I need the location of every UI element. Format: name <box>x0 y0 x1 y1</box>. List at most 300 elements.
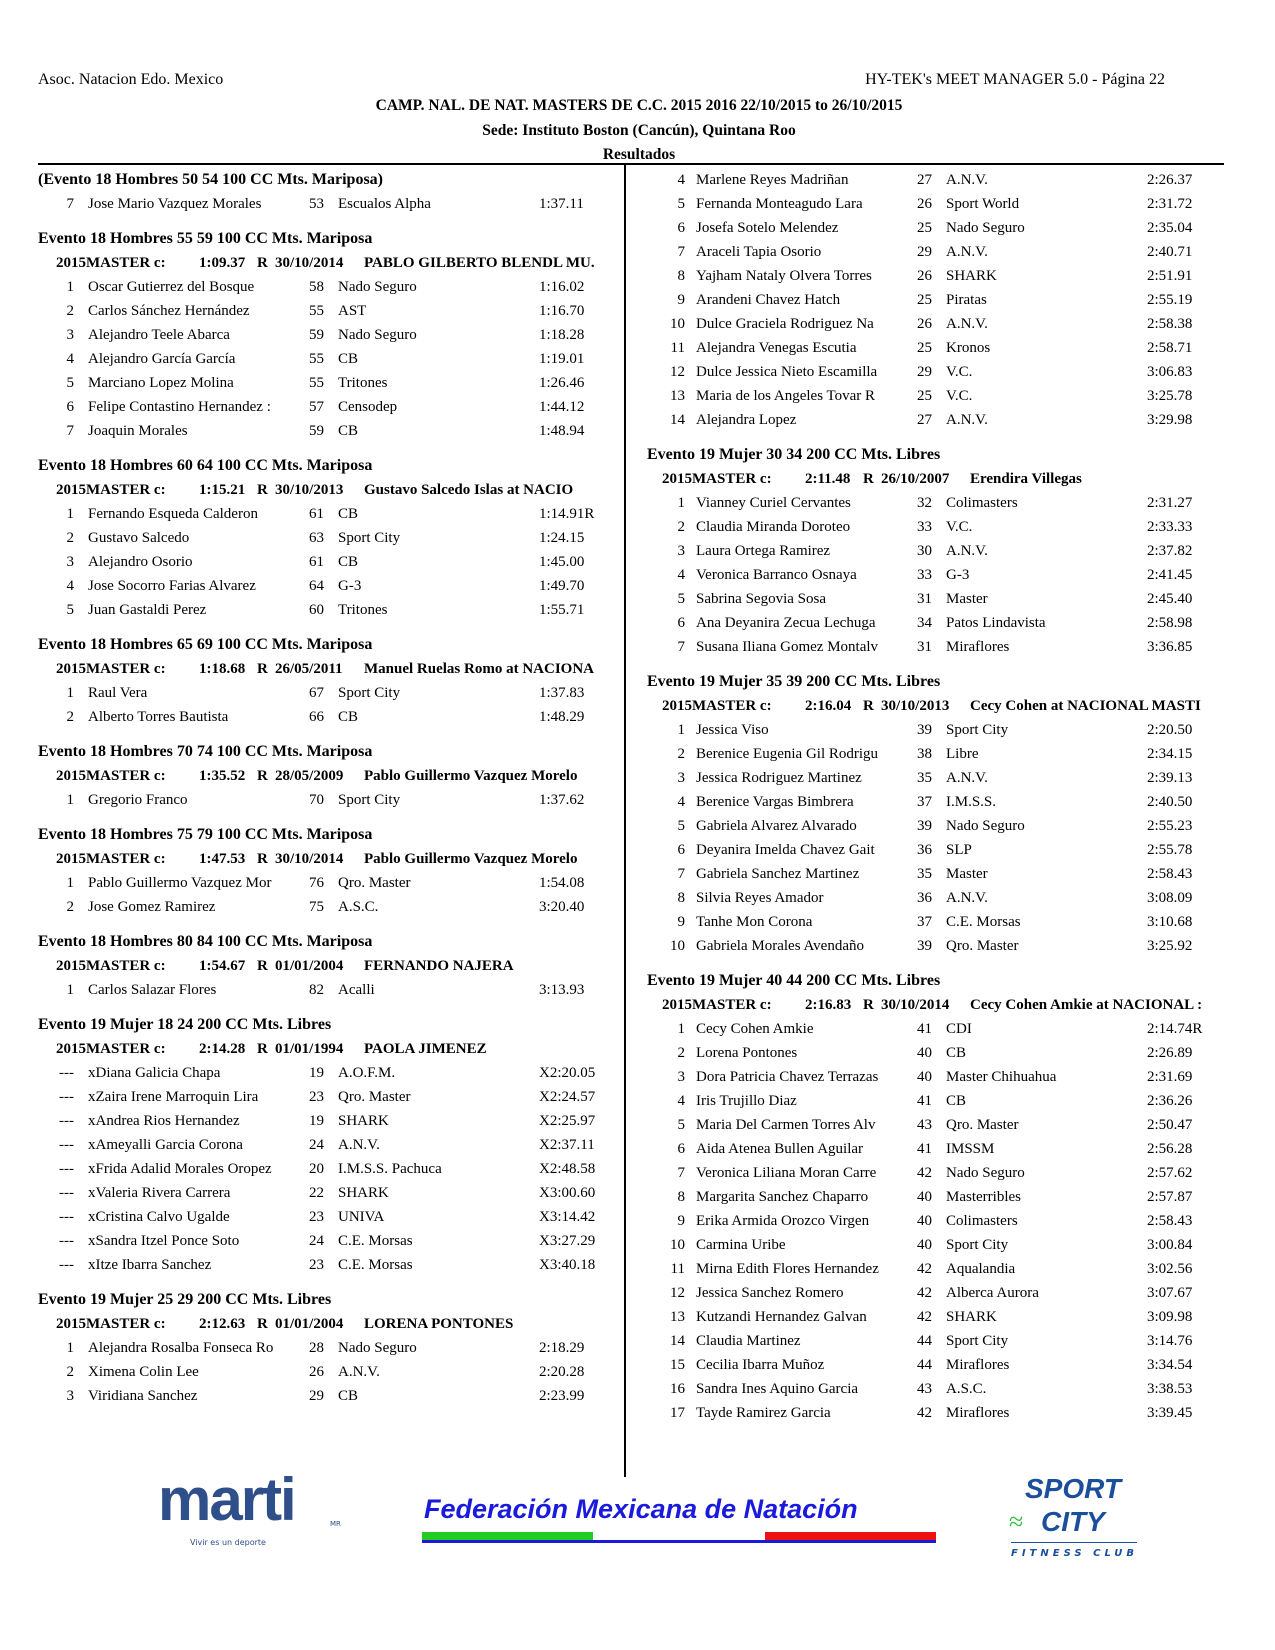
place: 8 <box>677 1189 685 1205</box>
team: A.S.C. <box>946 1381 987 1397</box>
right-column <box>647 168 1225 1436</box>
age: 44 <box>917 1357 932 1373</box>
age: 33 <box>917 567 932 583</box>
team: Qro. Master <box>338 1089 411 1105</box>
time: 1:18.28 <box>539 327 585 343</box>
time: 3:20.40 <box>539 899 585 915</box>
record-holder: PABLO GILBERTO BLENDL MU. <box>364 255 595 271</box>
swimmer-name: xValeria Rivera Carrera <box>88 1185 231 1201</box>
time: X2:25.97 <box>539 1113 596 1129</box>
time: 2:58.43 <box>1147 1213 1193 1229</box>
team: Acalli <box>338 982 375 998</box>
team: Qro. Master <box>946 1117 1019 1133</box>
swimmer-name: xDiana Galicia Chapa <box>88 1065 221 1081</box>
time: 3:39.45 <box>1147 1405 1193 1421</box>
place: 4 <box>677 567 685 583</box>
team: Tritones <box>338 602 388 618</box>
place: 5 <box>677 591 685 607</box>
age: 43 <box>917 1117 932 1133</box>
age: 30 <box>917 543 932 559</box>
age: 40 <box>917 1213 932 1229</box>
record-flag: R <box>257 255 268 271</box>
record-label: 2015MASTER c: <box>56 661 166 677</box>
place: --- <box>59 1233 74 1249</box>
team: Sport City <box>946 1237 1009 1253</box>
team: A.N.V. <box>946 316 988 332</box>
swimmer-name: Berenice Vargas Bimbrera <box>696 794 854 810</box>
sportcity-line3: FITNESS CLUB <box>1011 1548 1139 1559</box>
place: 3 <box>677 1069 685 1085</box>
team: Kronos <box>946 340 991 356</box>
record-date: 30/10/2014 <box>881 997 950 1013</box>
time: 3:29.98 <box>1147 412 1193 428</box>
section-title: Resultados <box>602 146 676 163</box>
age: 42 <box>917 1405 932 1421</box>
place: 7 <box>677 1165 685 1181</box>
time: 2:14.74R <box>1147 1021 1203 1037</box>
result-row <box>647 312 1225 336</box>
place: 14 <box>670 412 685 428</box>
time: X2:37.11 <box>539 1137 595 1153</box>
team: C.E. Morsas <box>338 1233 413 1249</box>
result-row <box>38 788 620 812</box>
swimmer-name: xZaira Irene Marroquin Lira <box>88 1089 259 1105</box>
place: 1 <box>677 1021 685 1037</box>
time: 2:58.71 <box>1147 340 1193 356</box>
place: 1 <box>66 685 74 701</box>
team: Nado Seguro <box>338 1340 417 1356</box>
record-line <box>56 847 620 871</box>
result-row <box>647 408 1225 432</box>
event-block <box>38 633 620 729</box>
age: 42 <box>917 1309 932 1325</box>
record-time: 1:15.21 <box>199 482 246 498</box>
team: Sport World <box>946 196 1020 212</box>
age: 76 <box>309 875 324 891</box>
time: 3:25.92 <box>1147 938 1193 954</box>
team: SHARK <box>338 1113 389 1129</box>
place: 1 <box>66 279 74 295</box>
age: 26 <box>309 1364 324 1380</box>
place: 2 <box>677 519 685 535</box>
record-line <box>662 467 1225 491</box>
team: Nado Seguro <box>946 220 1025 236</box>
swimmer-name: Jessica Viso <box>696 722 769 738</box>
place: 4 <box>677 172 685 188</box>
time: 2:55.78 <box>1147 842 1193 858</box>
team: CB <box>338 1388 359 1404</box>
place: 10 <box>670 316 685 332</box>
team: A.N.V. <box>946 890 988 906</box>
result-row <box>38 347 620 371</box>
swimmer-name: Marciano Lopez Molina <box>88 375 234 391</box>
age: 37 <box>917 794 932 810</box>
place: 7 <box>66 196 74 212</box>
age: 25 <box>917 388 932 404</box>
record-line <box>56 954 620 978</box>
place: 7 <box>677 639 685 655</box>
result-row <box>38 871 620 895</box>
result-row <box>647 790 1225 814</box>
time: 1:37.11 <box>539 196 584 212</box>
place: 5 <box>66 602 74 618</box>
record-time: 1:18.68 <box>199 661 246 677</box>
event-block <box>647 168 1225 432</box>
swimmer-name: Veronica Liliana Moran Carre <box>696 1165 877 1181</box>
place: 8 <box>677 268 685 284</box>
result-row <box>647 862 1225 886</box>
time: 1:37.83 <box>539 685 585 701</box>
result-row <box>38 895 620 919</box>
swimmer-name: xAndrea Rios Hernandez <box>88 1113 240 1129</box>
place: 5 <box>677 196 685 212</box>
swimmer-name: Josefa Sotelo Melendez <box>696 220 839 236</box>
team: Sport City <box>338 530 401 546</box>
time: 3:08.09 <box>1147 890 1193 906</box>
team: A.N.V. <box>946 412 988 428</box>
record-holder: Erendira Villegas <box>970 471 1082 487</box>
record-label: 2015MASTER c: <box>56 768 166 784</box>
swimmer-name: Jose Socorro Farias Alvarez <box>88 578 256 594</box>
time: 2:18.29 <box>539 1340 585 1356</box>
place: 13 <box>670 1309 685 1325</box>
team: Escualos Alpha <box>338 196 431 212</box>
record-label: 2015MASTER c: <box>56 958 166 974</box>
record-flag: R <box>257 1041 268 1057</box>
event-block <box>647 443 1225 659</box>
time: 1:16.70 <box>539 303 585 319</box>
record-holder: Cecy Cohen Amkie at NACIONAL : <box>970 997 1203 1013</box>
team: Tritones <box>338 375 388 391</box>
age: 55 <box>309 351 324 367</box>
team: Qro. Master <box>338 875 411 891</box>
team: Alberca Aurora <box>946 1285 1039 1301</box>
place: 3 <box>66 327 74 343</box>
time: 1:55.71 <box>539 602 585 618</box>
result-row <box>647 360 1225 384</box>
record-time: 2:16.83 <box>805 997 852 1013</box>
swimmer-name: Gustavo Salcedo <box>88 530 190 546</box>
place: --- <box>59 1209 74 1225</box>
age: 66 <box>309 709 324 725</box>
team: UNIVA <box>338 1209 385 1225</box>
team: CB <box>338 423 359 439</box>
place: 4 <box>66 351 74 367</box>
team: A.N.V. <box>946 543 988 559</box>
team: Nado Seguro <box>338 327 417 343</box>
time: 1:44.12 <box>539 399 585 415</box>
result-row <box>647 587 1225 611</box>
age: 22 <box>309 1185 324 1201</box>
swimmer-name: Silvia Reyes Amador <box>696 890 824 906</box>
event-block <box>38 1013 620 1277</box>
age: 19 <box>309 1113 324 1129</box>
swimmer-name: xCristina Calvo Ugalde <box>88 1209 230 1225</box>
team: Sport City <box>946 1333 1009 1349</box>
age: 33 <box>917 519 932 535</box>
record-line <box>662 993 1225 1017</box>
result-row <box>38 526 620 550</box>
team: I.M.S.S. Pachuca <box>338 1161 442 1177</box>
event-block <box>647 670 1225 958</box>
place: --- <box>59 1161 74 1177</box>
event-heading: Evento 19 Mujer 18 24 200 CC Mts. Libres <box>38 1016 332 1033</box>
swimmer-name: Marlene Reyes Madriñan <box>696 172 849 188</box>
swimmer-name: Erika Armida Orozco Virgen <box>696 1213 870 1229</box>
swimmer-name: Veronica Barranco Osnaya <box>696 567 857 583</box>
result-row <box>38 1085 620 1109</box>
team: G-3 <box>338 578 362 594</box>
age: 25 <box>917 220 932 236</box>
left-column <box>38 168 620 1419</box>
event-block <box>38 930 620 1002</box>
age: 40 <box>917 1189 932 1205</box>
event-heading: (Evento 18 Hombres 50 54 100 CC Mts. Mariposa) <box>38 171 384 188</box>
record-date: 26/05/2011 <box>275 661 343 677</box>
result-row <box>647 1161 1225 1185</box>
time: 2:57.87 <box>1147 1189 1193 1205</box>
result-row <box>647 611 1225 635</box>
time: 2:36.26 <box>1147 1093 1193 1109</box>
time: 2:35.04 <box>1147 220 1193 236</box>
place: 9 <box>677 1213 685 1229</box>
team: Patos Lindavista <box>946 615 1046 631</box>
time: 3:34.54 <box>1147 1357 1193 1373</box>
place: --- <box>59 1185 74 1201</box>
software-page: HY-TEK's MEET MANAGER 5.0 - Página 22 <box>865 71 1165 88</box>
record-date: 30/10/2014 <box>275 851 344 867</box>
swimmer-name: Dulce Graciela Rodriguez Na <box>696 316 874 332</box>
age: 36 <box>917 842 932 858</box>
result-row <box>647 539 1225 563</box>
place: 2 <box>66 709 74 725</box>
record-label: 2015MASTER c: <box>56 482 166 498</box>
swimmer-name: Mirna Edith Flores Hernandez <box>696 1261 879 1277</box>
result-row <box>647 718 1225 742</box>
age: 53 <box>309 196 324 212</box>
swimmer-name: Alberto Torres Bautista <box>88 709 229 725</box>
team: Aqualandia <box>946 1261 1016 1277</box>
swimmer-name: Claudia Martinez <box>696 1333 801 1349</box>
place: 17 <box>670 1405 685 1421</box>
record-date: 30/10/2013 <box>275 482 344 498</box>
event-block <box>38 1288 620 1408</box>
place: 16 <box>670 1381 685 1397</box>
record-line <box>56 478 620 502</box>
record-flag: R <box>257 958 268 974</box>
age: 40 <box>917 1237 932 1253</box>
swimmer-name: Fernanda Monteagudo Lara <box>696 196 863 212</box>
time: 1:26.46 <box>539 375 585 391</box>
result-row <box>647 264 1225 288</box>
age: 61 <box>309 506 324 522</box>
team: Colimasters <box>946 1213 1018 1229</box>
age: 60 <box>309 602 324 618</box>
place: 1 <box>677 495 685 511</box>
team: Sport City <box>338 685 401 701</box>
age: 32 <box>917 495 932 511</box>
record-label: 2015MASTER c: <box>662 471 772 487</box>
team: Sport City <box>946 722 1009 738</box>
result-row <box>38 1133 620 1157</box>
place: 11 <box>670 340 685 356</box>
result-row <box>647 1401 1225 1425</box>
swimmer-name: Alejandra Venegas Escutia <box>696 340 857 356</box>
record-flag: R <box>257 768 268 784</box>
marti-logo-mark: MR <box>330 1520 341 1528</box>
time: 2:26.37 <box>1147 172 1193 188</box>
team: SLP <box>946 842 972 858</box>
age: 43 <box>917 1381 932 1397</box>
place: 6 <box>677 615 685 631</box>
place: --- <box>59 1113 74 1129</box>
age: 58 <box>309 279 324 295</box>
time: 3:13.93 <box>539 982 585 998</box>
place: 6 <box>677 1141 685 1157</box>
result-row <box>647 766 1225 790</box>
place: 2 <box>677 746 685 762</box>
result-row <box>647 216 1225 240</box>
record-time: 1:09.37 <box>199 255 246 271</box>
result-row <box>647 288 1225 312</box>
result-row <box>38 1384 620 1408</box>
time: 2:20.50 <box>1147 722 1193 738</box>
place: 2 <box>66 303 74 319</box>
age: 64 <box>309 578 324 594</box>
result-row <box>647 814 1225 838</box>
record-date: 26/10/2007 <box>881 471 950 487</box>
age: 59 <box>309 423 324 439</box>
result-row <box>647 192 1225 216</box>
record-flag: R <box>257 661 268 677</box>
age: 23 <box>309 1209 324 1225</box>
age: 63 <box>309 530 324 546</box>
record-line <box>662 694 1225 718</box>
team: V.C. <box>946 519 973 535</box>
venue: Sede: Instituto Boston (Cancún), Quintana Roo <box>482 122 796 139</box>
swimmer-name: Ximena Colin Lee <box>88 1364 199 1380</box>
record-label: 2015MASTER c: <box>56 1316 166 1332</box>
age: 42 <box>917 1285 932 1301</box>
place: 5 <box>677 1117 685 1133</box>
swimmer-name: Araceli Tapia Osorio <box>696 244 822 260</box>
team: Miraflores <box>946 639 1010 655</box>
age: 70 <box>309 792 324 808</box>
team: Piratas <box>946 292 987 308</box>
time: 2:20.28 <box>539 1364 585 1380</box>
swimmer-name: Dora Patricia Chavez Terrazas <box>696 1069 879 1085</box>
swimmer-name: Gabriela Sanchez Martinez <box>696 866 860 882</box>
place: 4 <box>677 794 685 810</box>
swimmer-name: Maria de los Angeles Tovar R <box>696 388 876 404</box>
result-row <box>38 574 620 598</box>
place: 3 <box>677 770 685 786</box>
result-row <box>647 491 1225 515</box>
time: 3:14.76 <box>1147 1333 1193 1349</box>
time: 3:02.56 <box>1147 1261 1193 1277</box>
record-holder: Cecy Cohen at NACIONAL MASTI <box>970 698 1201 714</box>
team: Master <box>946 591 988 607</box>
team: CB <box>338 351 359 367</box>
age: 55 <box>309 375 324 391</box>
age: 27 <box>917 172 932 188</box>
place: 9 <box>677 292 685 308</box>
result-row <box>647 635 1225 659</box>
record-flag: R <box>863 471 874 487</box>
event-heading: Evento 18 Hombres 65 69 100 CC Mts. Mariposa <box>38 636 373 653</box>
fmn-logo-text: Federación Mexicana de Natación <box>424 1494 858 1524</box>
team: A.N.V. <box>338 1364 380 1380</box>
record-holder: PAOLA JIMENEZ <box>364 1041 487 1057</box>
age: 67 <box>309 685 324 701</box>
record-flag: R <box>257 1316 268 1332</box>
age: 36 <box>917 890 932 906</box>
team: Master <box>946 866 988 882</box>
sportcity-line2: CITY <box>1041 1506 1105 1537</box>
swimmer-name: Gabriela Alvarez Alvarado <box>696 818 857 834</box>
place: 5 <box>66 375 74 391</box>
team: I.M.S.S. <box>946 794 997 810</box>
result-row <box>38 681 620 705</box>
team: C.E. Morsas <box>338 1257 413 1273</box>
age: 20 <box>309 1161 324 1177</box>
time: 1:45.00 <box>539 554 585 570</box>
time: 2:31.27 <box>1147 495 1193 511</box>
result-row <box>647 1113 1225 1137</box>
result-row <box>647 1185 1225 1209</box>
result-row <box>647 240 1225 264</box>
team: V.C. <box>946 388 973 404</box>
swimmer-name: Gabriela Morales Avendaño <box>696 938 864 954</box>
swimmer-name: Jessica Rodriguez Martinez <box>696 770 862 786</box>
age: 39 <box>917 722 932 738</box>
record-date: 01/01/1994 <box>275 1041 344 1057</box>
place: 6 <box>677 842 685 858</box>
swimmer-name: Jose Gomez Ramirez <box>88 899 216 915</box>
swimmer-name: Alejandro García García <box>88 351 236 367</box>
record-line <box>56 657 620 681</box>
place: 3 <box>677 543 685 559</box>
result-row <box>38 1205 620 1229</box>
team: Censodep <box>338 399 398 415</box>
age: 24 <box>309 1137 324 1153</box>
swimmer-name: xAmeyalli Garcia Corona <box>88 1137 243 1153</box>
time: 2:58.38 <box>1147 316 1193 332</box>
age: 35 <box>917 770 932 786</box>
age: 41 <box>917 1021 932 1037</box>
time: X3:00.60 <box>539 1185 596 1201</box>
column-divider <box>624 164 626 1477</box>
place: 5 <box>677 818 685 834</box>
age: 27 <box>917 412 932 428</box>
time: 1:49.70 <box>539 578 585 594</box>
event-heading: Evento 19 Mujer 40 44 200 CC Mts. Libres <box>647 972 941 989</box>
result-row <box>38 502 620 526</box>
time: 3:09.98 <box>1147 1309 1193 1325</box>
result-row <box>647 1281 1225 1305</box>
record-date: 30/10/2014 <box>275 255 344 271</box>
time: 3:38.53 <box>1147 1381 1193 1397</box>
place: 10 <box>670 1237 685 1253</box>
event-heading: Evento 18 Hombres 80 84 100 CC Mts. Mariposa <box>38 933 373 950</box>
age: 28 <box>309 1340 324 1356</box>
team: CB <box>338 554 359 570</box>
team: CB <box>946 1093 967 1109</box>
result-row <box>647 742 1225 766</box>
result-row <box>647 1377 1225 1401</box>
age: 42 <box>917 1261 932 1277</box>
event-block <box>38 168 620 216</box>
